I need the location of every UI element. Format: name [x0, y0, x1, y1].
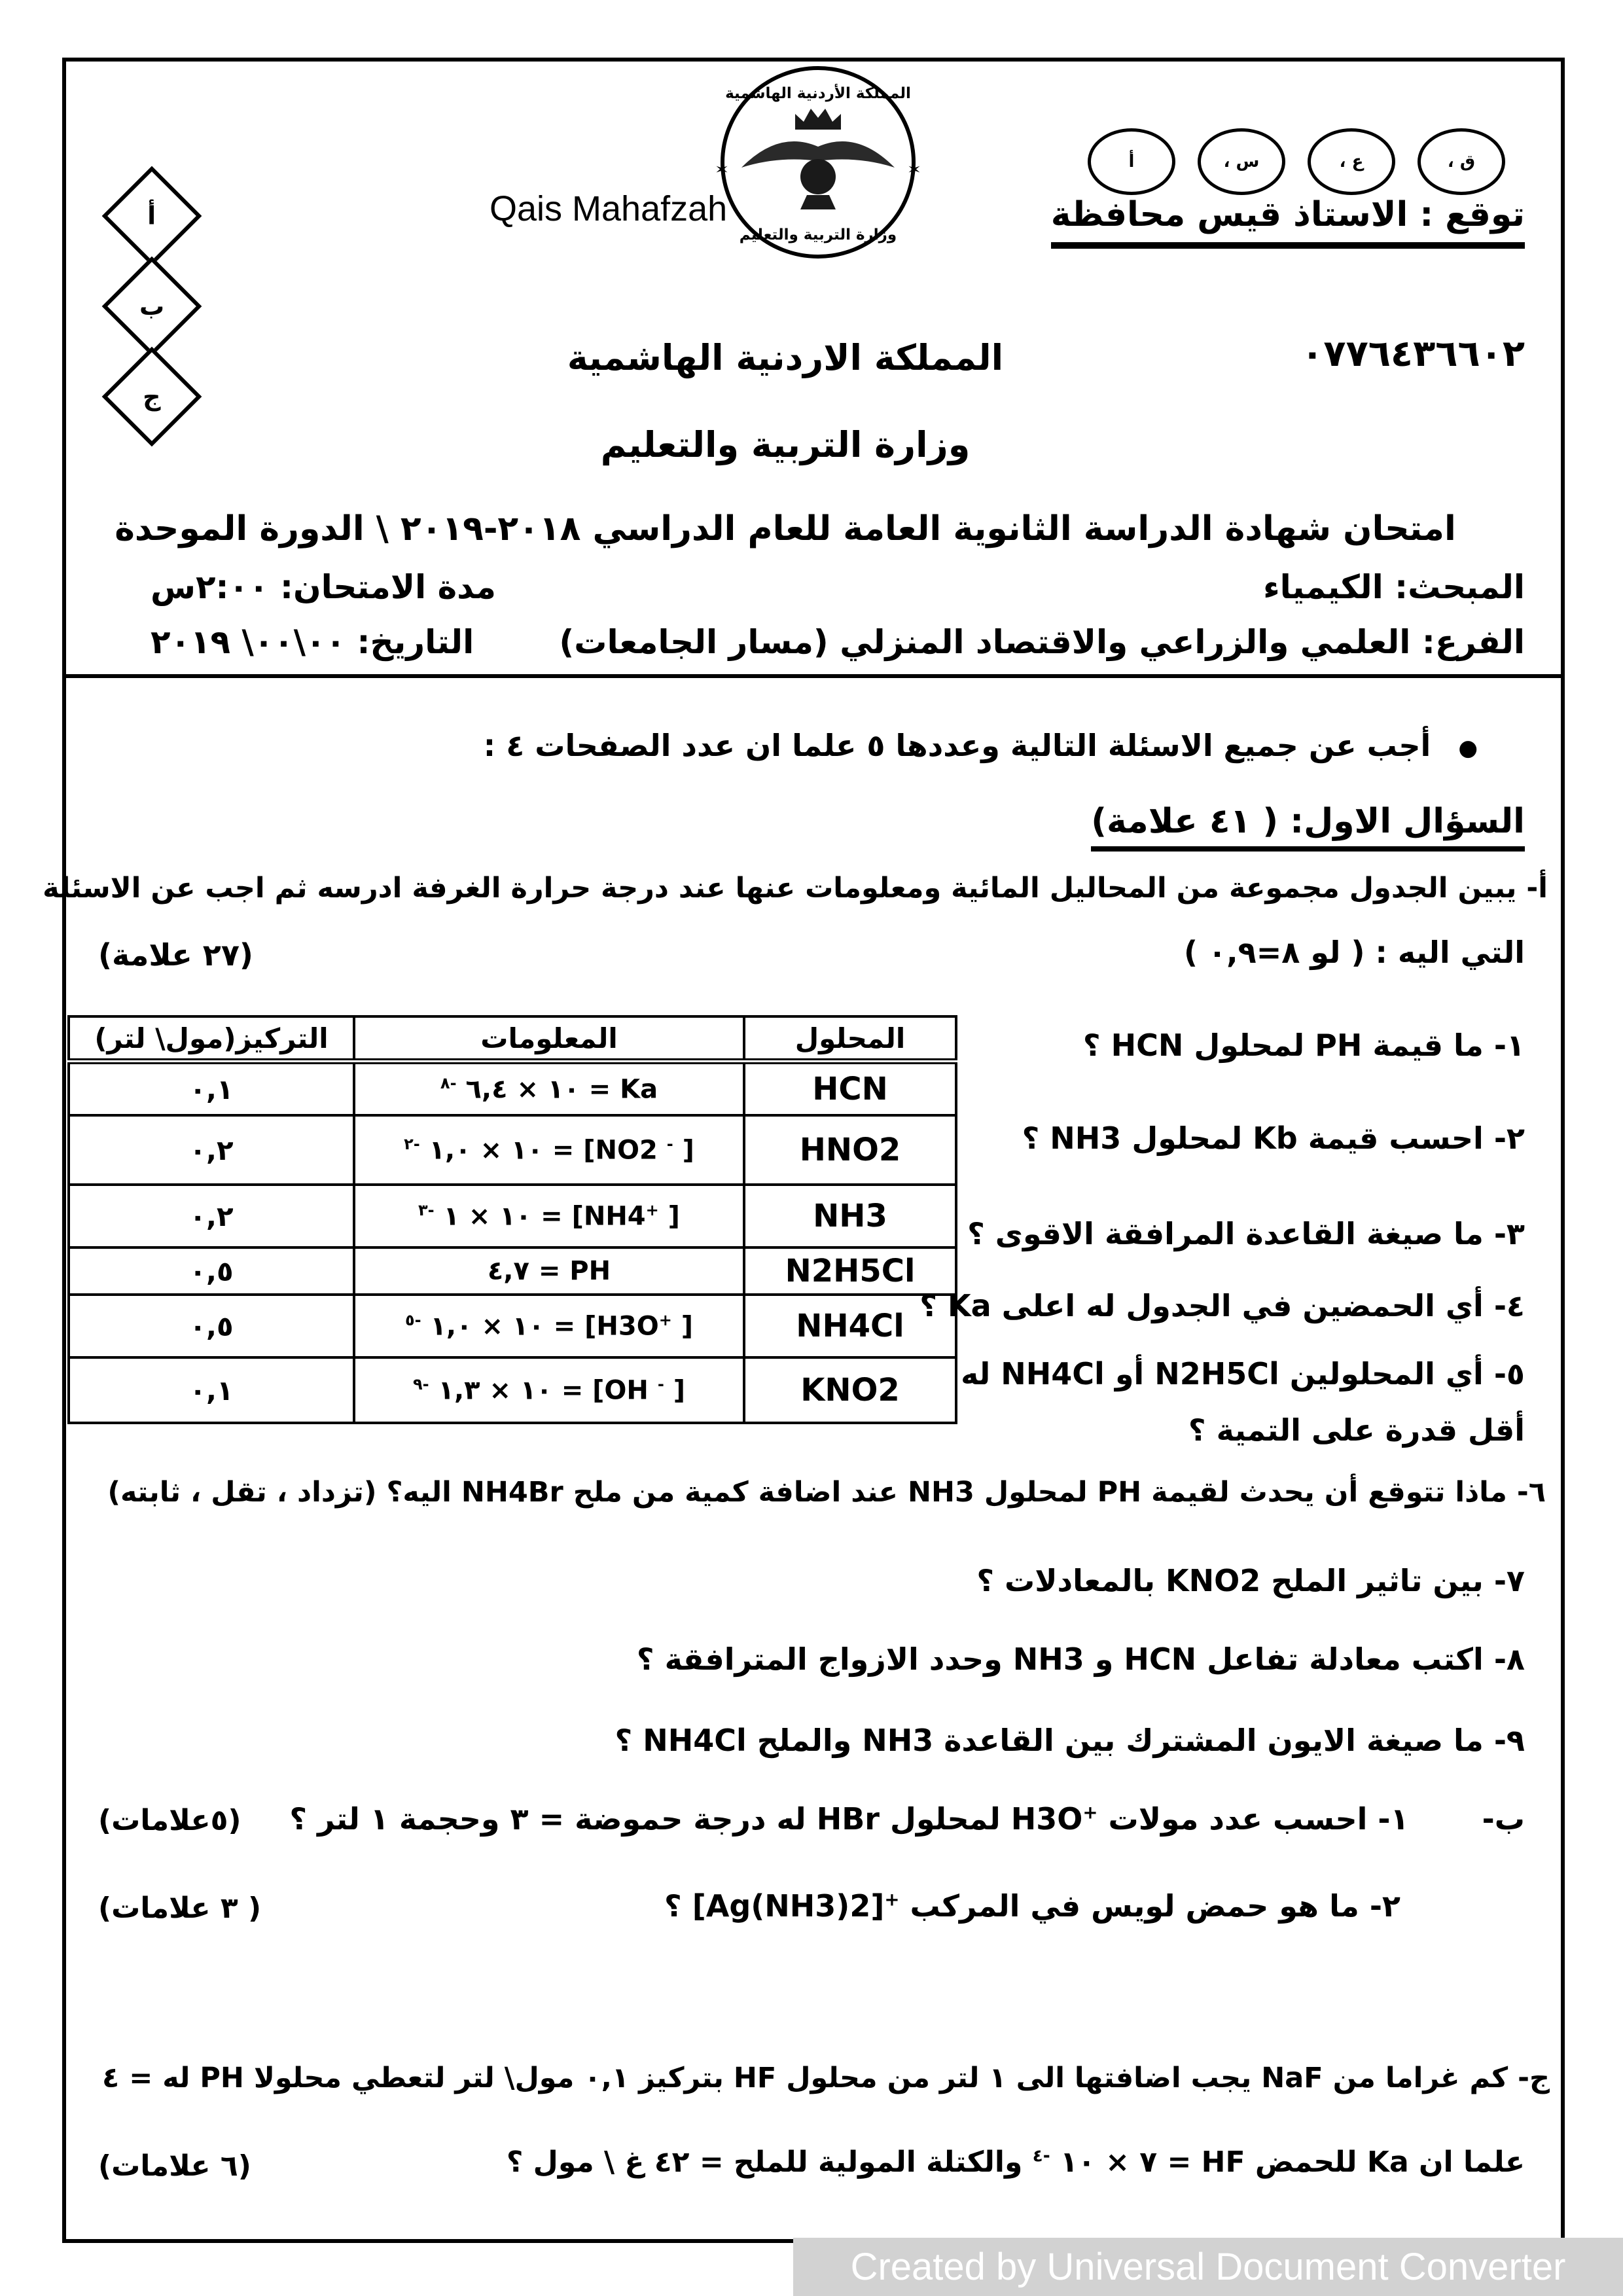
cell-info: ٤,٧ = PH: [354, 1247, 744, 1295]
cell-info: $^{٥-}$ ١٠ × ١,٠ = [H3O+ ]: [354, 1295, 744, 1357]
question-6: ٦- ماذا تتوقع أن يحدث لقيمة PH لمحلول NH3 عند اضافة كمية من ملح NH4Br اليه؟ (تزداد ، تقل ، ثابته): [107, 1476, 1546, 1509]
part-c-line-2: علما ان Ka للحمض HF = ٧ × ١٠ $^{٤-}$ والكتلة المولية للملح = ٤٢ غ \ مول ؟: [506, 2145, 1525, 2179]
part-b-question-2-marks: ( ٣ علامات): [98, 1892, 262, 1925]
cell-concentration: ٠,١: [69, 1062, 354, 1116]
signature-line: توقع : الاستاذ قيس محافظة: [1051, 195, 1525, 249]
question-one-heading: السؤال الاول: ( ٤١ علامة): [1091, 802, 1525, 852]
part-b-question-1: ب- ١- احسب عدد مولات H3O+ لمحلول HBr له درجة حموضة = ٣ وحجمة ١ لتر ؟: [289, 1801, 1525, 1837]
cell-solution: KNO2: [744, 1357, 956, 1423]
table-row: [69, 1295, 956, 1357]
part-a-intro-2: التي اليه : ( لو ٨=٠,٩ ): [1184, 935, 1525, 970]
author-name-latin: Qais Mahafzah: [490, 189, 728, 228]
question-5-line-2: أقل قدرة على التمية ؟: [1188, 1412, 1525, 1448]
header-body-divider: [62, 674, 1565, 678]
ministry-title: وزارة التربية والتعليم: [600, 424, 971, 465]
part-b-question-1-marks: (٥علامات): [98, 1804, 241, 1837]
branch-field: الفرع: العلمي والزراعي والاقتصاد المنزلي (مسار الجامعات): [559, 623, 1525, 661]
cell-solution: NH3: [744, 1185, 956, 1247]
cell-solution: NH4Cl: [744, 1295, 956, 1357]
question-2: ٢- احسب قيمة Kb لمحلول NH3 ؟: [1022, 1121, 1525, 1156]
instruction-text: أجب عن جميع الاسئلة التالية وعددها ٥ علما ان عدد الصفحات ٤ :: [483, 728, 1431, 763]
part-a-intro-1: أ- يبين الجدول مجموعة من المحاليل المائية ومعلومات عنها عند درجة حرارة الغرفة ادرسه ثم اجب عن الاسئلة: [43, 872, 1548, 905]
question-1: ١- ما قيمة PH لمحلول HCN ؟: [1082, 1028, 1525, 1063]
bullet-icon: ●: [1458, 734, 1478, 761]
shield-icon: [800, 159, 836, 194]
cell-info: $^{٢-}$ ١٠ × ١,٠ = [NO2 - ]: [354, 1115, 744, 1185]
diamond-letter-c: ج: [143, 382, 161, 412]
date-field: التاريخ: ٠٠\٠٠\ ٢٠١٩: [151, 623, 474, 661]
question-5-line-1: ٥- أي المحلولين N2H5Cl أو NH4Cl له: [961, 1356, 1525, 1391]
part-c-marks: (٦ علامات): [98, 2149, 251, 2183]
question-3: ٣- ما صيغة القاعدة المرافقة الاقوى ؟: [967, 1216, 1525, 1251]
part-a-marks: (٢٧ علامة): [98, 937, 253, 973]
grade-circles: [1088, 128, 1505, 195]
cell-concentration: ٠,٥: [69, 1295, 354, 1357]
table-header-0: المحلول: [744, 1016, 956, 1062]
cell-solution: HNO2: [744, 1115, 956, 1185]
cell-solution: HCN: [744, 1062, 956, 1116]
cell-info: $^{٩-}$ ١٠ × ١,٣ = [OH - ]: [354, 1357, 744, 1423]
subject-field: المبحث: الكيمياء: [1263, 568, 1525, 606]
table-row: [69, 1062, 956, 1116]
cell-concentration: ٠,٥: [69, 1247, 354, 1295]
table-header-row: [69, 1016, 956, 1062]
table-header-1: المعلومات: [354, 1016, 744, 1062]
logo-top-text: المملكة الأردنية الهاشمية: [725, 85, 911, 102]
grade-circle-2: ع ،: [1308, 128, 1395, 195]
grade-circle-3: س ،: [1198, 128, 1285, 195]
diamond-letter-b: ب: [139, 292, 165, 321]
part-c-line-1: ج- كم غراما من NaF يجب اضافتها الى ١ لتر من محلول HF بتركيز ٠,١ مول\ لتر لتعطي محلولا PH له = ٤: [102, 2062, 1550, 2094]
diamond-letter-a: أ: [147, 202, 156, 230]
crown-icon: [795, 109, 841, 130]
logo-star-right: ✶: [907, 160, 921, 180]
question-4: ٤- أي الحمضين في الجدول له اعلى Ka ؟: [919, 1288, 1525, 1323]
question-9: ٩- ما صيغة الايون المشترك بين القاعدة NH3 والملح NH4Cl ؟: [615, 1723, 1525, 1758]
pedestal-icon: [800, 195, 836, 209]
grade-circle-1: ق ،: [1418, 128, 1505, 195]
cell-info: $^{٨-}$ ١٠ × ٦,٤ = Ka: [354, 1062, 744, 1116]
question-8: ٨- اكتب معادلة تفاعل HCN و NH3 وحدد الازواج المترافقة ؟: [636, 1641, 1525, 1677]
cell-solution: N2H5Cl: [744, 1247, 956, 1295]
exam-title: امتحان شهادة الدراسة الثانوية العامة للعام الدراسي ٢٠١٨-٢٠١٩ \ الدورة الموحدة: [115, 509, 1456, 548]
ministry-logo: [690, 64, 946, 260]
logo-star-left: ✶: [715, 160, 729, 180]
part-b-question-2: ٢- ما هو حمض لويس في المركب [Ag(NH3)2]+ ؟: [664, 1888, 1400, 1924]
converter-watermark: Created by Universal Document Converter: [793, 2238, 1623, 2296]
table-row: [69, 1115, 956, 1185]
cell-concentration: ٠,٢: [69, 1115, 354, 1185]
phone-number: ٠٧٧٦٤٣٦٦٠٢: [1301, 332, 1525, 375]
question-7: ٧- بين تاثير الملح KNO2 بالمعادلات ؟: [976, 1563, 1525, 1598]
logo-bottom-text: وزارة التربية والتعليم: [739, 226, 897, 243]
cell-info: $^{٣-}$ ١٠ × ١ = [NH4+ ]: [354, 1185, 744, 1247]
instruction-line: [484, 728, 1478, 763]
table-row: [69, 1185, 956, 1247]
duration-field: مدة الامتحان: ٢:٠٠س: [151, 568, 496, 606]
grade-circle-4: أ: [1088, 128, 1175, 195]
table-header-2: التركيز(مول\ لتر): [69, 1016, 354, 1062]
table-row: [69, 1357, 956, 1423]
cell-concentration: ٠,١: [69, 1357, 354, 1423]
solutions-table: [67, 1015, 957, 1424]
kingdom-title: المملكة الاردنية الهاشمية: [567, 337, 1004, 378]
cell-concentration: ٠,٢: [69, 1185, 354, 1247]
table-row: [69, 1247, 956, 1295]
